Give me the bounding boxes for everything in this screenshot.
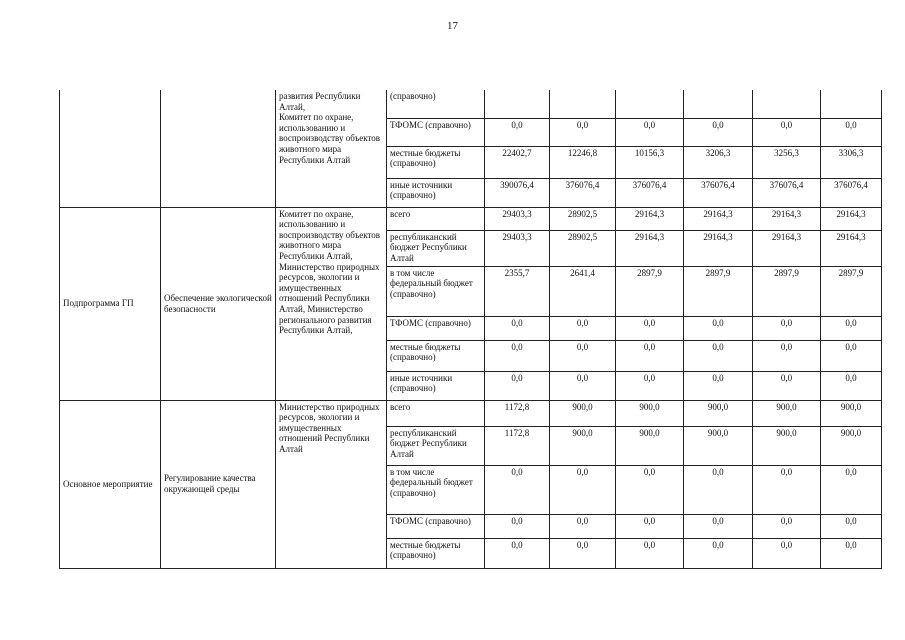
amount-cell: 3306,3 [821, 146, 882, 178]
amount-cell: 12246,8 [550, 146, 616, 178]
amount-cell: 10156,3 [616, 146, 684, 178]
amount-cell: 0,0 [684, 371, 753, 400]
amount-cell: 0,0 [616, 465, 684, 514]
amount-cell: 29164,3 [616, 207, 684, 230]
amount-cell [753, 90, 821, 118]
amount-cell: 3206,3 [684, 146, 753, 178]
financing-table [59, 90, 882, 569]
amount-cell: 2897,9 [616, 266, 684, 316]
amount-cell: 390076,4 [485, 178, 550, 207]
amount-cell: 0,0 [485, 316, 550, 340]
amount-cell: 0,0 [753, 340, 821, 371]
amount-cell: 0,0 [550, 538, 616, 568]
funding-source-cell: в том числе федеральный бюджет (справочно) [387, 266, 485, 316]
amount-cell: 0,0 [550, 514, 616, 538]
amount-cell: 0,0 [821, 316, 882, 340]
amount-cell: 376076,4 [821, 178, 882, 207]
amount-cell: 1172,8 [485, 400, 550, 426]
amount-cell: 0,0 [616, 538, 684, 568]
funding-source-cell: местные бюджеты (справочно) [387, 340, 485, 371]
amount-cell: 0,0 [550, 465, 616, 514]
funding-source-cell: республиканский бюджет Республики Алтай [387, 426, 485, 465]
amount-cell: 22402,7 [485, 146, 550, 178]
amount-cell: 0,0 [616, 340, 684, 371]
amount-cell: 3256,3 [753, 146, 821, 178]
amount-cell: 0,0 [485, 371, 550, 400]
amount-cell: 0,0 [485, 514, 550, 538]
amount-cell: 1172,8 [485, 426, 550, 465]
amount-cell: 29164,3 [821, 207, 882, 230]
amount-cell: 0,0 [821, 465, 882, 514]
amount-cell: 900,0 [616, 400, 684, 426]
table-row [60, 400, 882, 426]
amount-cell: 900,0 [550, 400, 616, 426]
amount-cell: 29164,3 [821, 230, 882, 266]
amount-cell: 29164,3 [753, 207, 821, 230]
amount-cell: 0,0 [616, 514, 684, 538]
funding-source-cell: в том числе федеральный бюджет (справочно) [387, 465, 485, 514]
amount-cell [616, 90, 684, 118]
amount-cell: 29164,3 [753, 230, 821, 266]
amount-cell: 0,0 [753, 538, 821, 568]
program-name-cell [161, 90, 276, 207]
amount-cell: 0,0 [485, 538, 550, 568]
amount-cell: 0,0 [753, 514, 821, 538]
program-name-cell: Регулирование качества окружающей среды [161, 400, 276, 568]
amount-cell: 0,0 [684, 316, 753, 340]
funding-source-cell: всего [387, 207, 485, 230]
program-level-cell: Подпрограмма ГП [60, 207, 161, 400]
amount-cell: 0,0 [684, 465, 753, 514]
amount-cell: 0,0 [821, 514, 882, 538]
amount-cell: 0,0 [684, 118, 753, 146]
amount-cell: 0,0 [550, 340, 616, 371]
amount-cell: 0,0 [753, 118, 821, 146]
amount-cell: 29403,3 [485, 230, 550, 266]
amount-cell: 900,0 [684, 400, 753, 426]
funding-source-cell: иные источники (справочно) [387, 178, 485, 207]
executors-cell: Комитет по охране, использованию и воспроизводству объектов животного мира Республики Алтай, Министерство природных ресурсов, экологии и имущественных отношений Республики Алтай, Министерство регионального развития Республики Алтай, [276, 207, 387, 400]
amount-cell: 900,0 [753, 400, 821, 426]
amount-cell: 28902,5 [550, 207, 616, 230]
program-name-cell: Обеспечение экологической безопасности [161, 207, 276, 400]
amount-cell: 0,0 [821, 371, 882, 400]
amount-cell [550, 90, 616, 118]
amount-cell: 0,0 [616, 316, 684, 340]
amount-cell: 0,0 [684, 514, 753, 538]
amount-cell: 900,0 [821, 426, 882, 465]
amount-cell: 29164,3 [684, 207, 753, 230]
funding-source-cell: республиканский бюджет Республики Алтай [387, 230, 485, 266]
amount-cell: 29164,3 [684, 230, 753, 266]
funding-source-cell: ТФОМС (справочно) [387, 118, 485, 146]
amount-cell: 2355,7 [485, 266, 550, 316]
amount-cell: 0,0 [753, 316, 821, 340]
funding-source-cell: (справочно) [387, 90, 485, 118]
amount-cell: 900,0 [550, 426, 616, 465]
amount-cell: 376076,4 [550, 178, 616, 207]
amount-cell: 0,0 [753, 371, 821, 400]
funding-source-cell: иные источники (справочно) [387, 371, 485, 400]
amount-cell: 0,0 [550, 316, 616, 340]
table-row [60, 207, 882, 230]
amount-cell: 0,0 [616, 371, 684, 400]
funding-source-cell: ТФОМС (справочно) [387, 514, 485, 538]
amount-cell: 0,0 [485, 340, 550, 371]
amount-cell: 0,0 [821, 538, 882, 568]
amount-cell: 0,0 [616, 118, 684, 146]
amount-cell: 0,0 [550, 118, 616, 146]
amount-cell: 376076,4 [684, 178, 753, 207]
amount-cell: 0,0 [485, 465, 550, 514]
amount-cell: 900,0 [616, 426, 684, 465]
amount-cell: 0,0 [753, 465, 821, 514]
amount-cell: 2897,9 [821, 266, 882, 316]
executors-cell: развития Республики Алтай, Комитет по охране, использованию и воспроизводству объектов животного мира Республики Алтай [276, 90, 387, 207]
amount-cell: 900,0 [684, 426, 753, 465]
amount-cell: 2897,9 [753, 266, 821, 316]
funding-source-cell: местные бюджеты (справочно) [387, 146, 485, 178]
amount-cell: 29403,3 [485, 207, 550, 230]
amount-cell: 900,0 [753, 426, 821, 465]
amount-cell [821, 90, 882, 118]
amount-cell: 29164,3 [616, 230, 684, 266]
amount-cell: 0,0 [684, 340, 753, 371]
amount-cell [485, 90, 550, 118]
amount-cell [684, 90, 753, 118]
funding-source-cell: местные бюджеты (справочно) [387, 538, 485, 568]
executors-cell: Министерство природных ресурсов, экологии и имущественных отношений Республики Алтай [276, 400, 387, 568]
amount-cell: 2641,4 [550, 266, 616, 316]
amount-cell: 0,0 [821, 118, 882, 146]
amount-cell: 0,0 [821, 340, 882, 371]
funding-source-cell: всего [387, 400, 485, 426]
amount-cell: 0,0 [485, 118, 550, 146]
funding-source-cell: ТФОМС (справочно) [387, 316, 485, 340]
amount-cell: 0,0 [550, 371, 616, 400]
program-level-cell: Основное мероприятие [60, 400, 161, 568]
program-level-cell [60, 90, 161, 207]
amount-cell: 376076,4 [753, 178, 821, 207]
amount-cell: 2897,9 [684, 266, 753, 316]
amount-cell: 0,0 [684, 538, 753, 568]
amount-cell: 28902,5 [550, 230, 616, 266]
page-number: 17 [447, 20, 458, 32]
table-row [60, 90, 882, 118]
amount-cell: 376076,4 [616, 178, 684, 207]
amount-cell: 900,0 [821, 400, 882, 426]
